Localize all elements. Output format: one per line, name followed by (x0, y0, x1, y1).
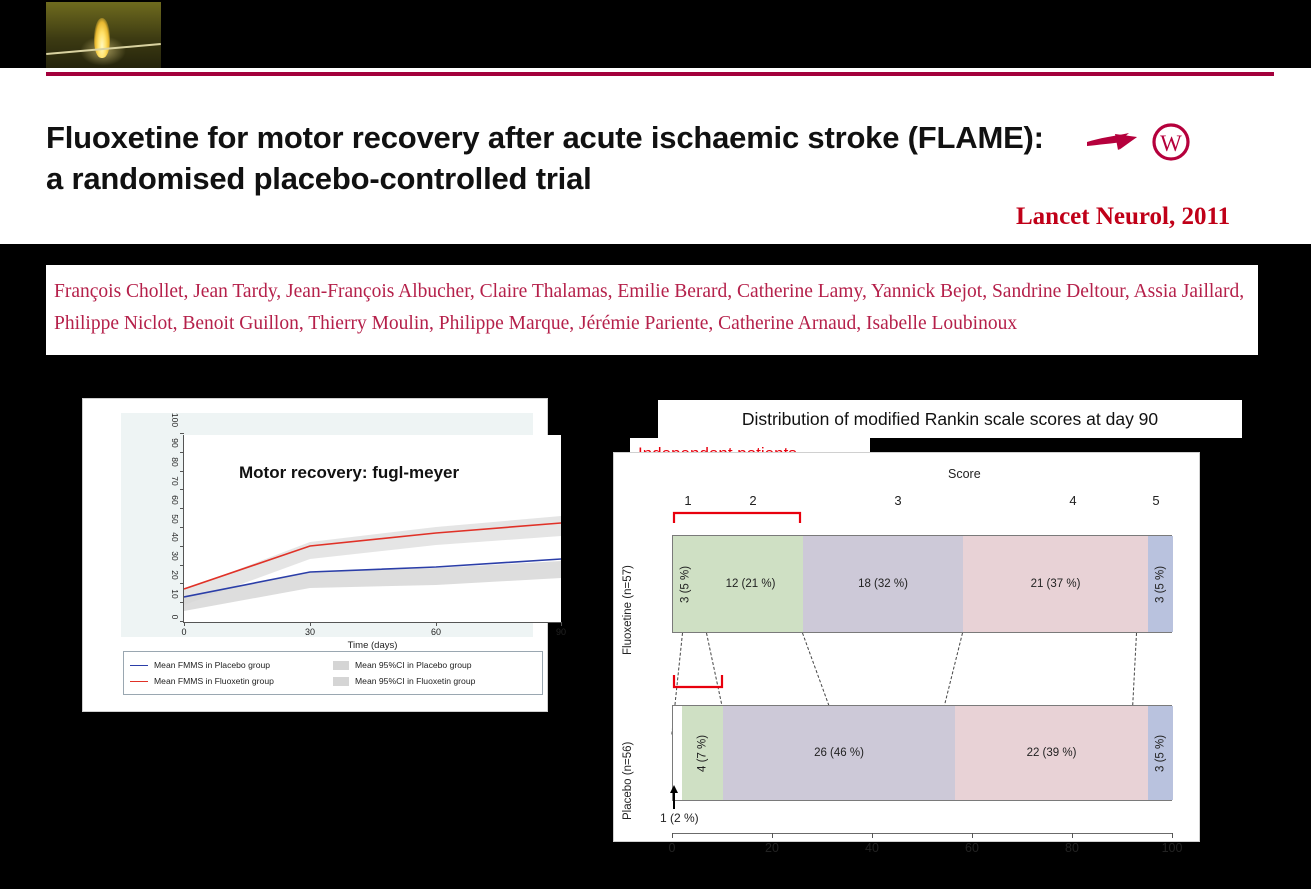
rankin-x-tick-100: 100 (1161, 841, 1183, 855)
legend-item-fluoxetine-ci (333, 676, 536, 686)
x-axis-line (672, 833, 1172, 834)
rankin-x-tick-40: 40 (865, 841, 879, 855)
y-tick-60: 60 (170, 495, 180, 505)
y-tick-70: 70 (170, 476, 180, 486)
score-col-4: 4 (1069, 493, 1077, 508)
rankin-x-tick-60: 60 (965, 841, 979, 855)
rankin-header: Distribution of modified Rankin scale scores at day 90 (658, 400, 1242, 438)
y-tick-30: 30 (170, 551, 180, 561)
legend-swatch-placebo-line (130, 665, 148, 666)
placebo-footnote-arrow-icon (666, 785, 682, 811)
bar-row-placebo (672, 705, 1172, 801)
bar-row-fluoxetine (672, 535, 1172, 633)
y-tick-10: 10 (170, 589, 180, 599)
legend-label-placebo-mean: Mean FMMS in Placebo group (154, 660, 271, 670)
authors-list: François Chollet, Jean Tardy, Jean-François Albucher, Claire Thalamas, Emilie Berard, Catherine Lamy, Yannick Bejot, Sandrine Deltour, Assia Jaillard, Philippe Niclot, Benoit Guillon, Thierry Moulin, Philippe Marque, Jérémie Pariente, Catherine Arnaud, Isabelle Loubinoux (54, 281, 1245, 334)
legend-swatch-fluoxetine-ci (333, 677, 349, 686)
segment-fluoxetine-score4: 21 (37 %) (963, 536, 1148, 632)
legend-swatch-placebo-ci (333, 661, 349, 670)
y-tick-0: 0 (170, 614, 180, 620)
score-col-3: 3 (894, 493, 902, 508)
x-tick-60: 60 (430, 627, 442, 637)
independent-bracket-placebo (672, 673, 752, 691)
y-tick-80: 80 (170, 457, 180, 467)
journal-citation: Lancet Neurol, 2011 (1016, 203, 1231, 230)
flame-icon (94, 18, 110, 58)
legend-item-placebo-mean (130, 660, 333, 670)
legend-item-placebo-ci (333, 660, 536, 670)
score-col-5: 5 (1152, 493, 1160, 508)
chart-legend (123, 651, 543, 695)
segment-placebo-score3: 26 (46 %) (723, 706, 955, 800)
motor-recovery-chart (82, 398, 567, 712)
legend-item-fluoxetine-mean (130, 676, 333, 686)
segment-fluoxetine-score5: 3 (5 %) (1148, 536, 1173, 632)
x-axis-title: Time (days) (347, 640, 398, 651)
y-tick-40: 40 (170, 532, 180, 543)
line-chart-plot-area (121, 412, 567, 651)
score-col-2: 2 (749, 493, 757, 508)
row-label-fluoxetine: Fluoxetine (n=57) (622, 565, 634, 655)
legend-label-fluoxetine-ci: Mean 95%CI in Fluoxetin group (355, 676, 476, 686)
segment-fluoxetine-score3: 18 (32 %) (803, 536, 963, 632)
svg-text:W: W (1160, 131, 1182, 156)
rankin-x-tick-20: 20 (765, 841, 779, 855)
legend-label-fluoxetine-mean: Mean FMMS in Fluoxetin group (154, 676, 274, 686)
y-tick-50: 50 (170, 513, 180, 524)
arrow-w-logo (1085, 120, 1195, 168)
rankin-plot-area (622, 467, 1186, 855)
candle-flame-logo (46, 2, 161, 70)
legend-label-placebo-ci: Mean 95%CI in Placebo group (355, 660, 472, 670)
rankin-x-tick-0: 0 (668, 841, 676, 855)
page-title: Fluoxetine for motor recovery after acute ischaemic stroke (FLAME): a randomised placebo-controlled trial (46, 120, 1044, 196)
score-col-1: 1 (684, 493, 692, 508)
x-tick-0: 0 (181, 627, 187, 637)
legend-swatch-fluoxetine-line (130, 681, 148, 682)
rankin-x-tick-80: 80 (1065, 841, 1079, 855)
x-tick-30: 30 (304, 627, 316, 637)
score-axis-title: Score (948, 467, 981, 481)
x-tick-90: 90 (555, 627, 567, 637)
title-divider (46, 72, 1274, 76)
segment-fluoxetine-score2: 12 (21 %) (698, 536, 803, 632)
segment-placebo-score5: 3 (5 %) (1148, 706, 1173, 800)
placebo-footnote-label: 1 (2 %) (660, 811, 699, 825)
segment-placebo-score4: 22 (39 %) (955, 706, 1148, 800)
row-label-placebo: Placebo (n=56) (622, 741, 634, 820)
independent-bracket-fluoxetine (672, 509, 822, 525)
y-tick-20: 20 (170, 570, 180, 580)
rankin-distribution-chart (613, 452, 1200, 855)
y-tick-100: 100 (170, 412, 180, 427)
y-tick-90: 90 (170, 438, 180, 449)
chart-title: Motor recovery: fugl-meyer (239, 463, 460, 482)
segment-fluoxetine-score1: 3 (5 %) (673, 536, 698, 632)
segment-placebo-score2: 4 (7 %) (682, 706, 723, 800)
